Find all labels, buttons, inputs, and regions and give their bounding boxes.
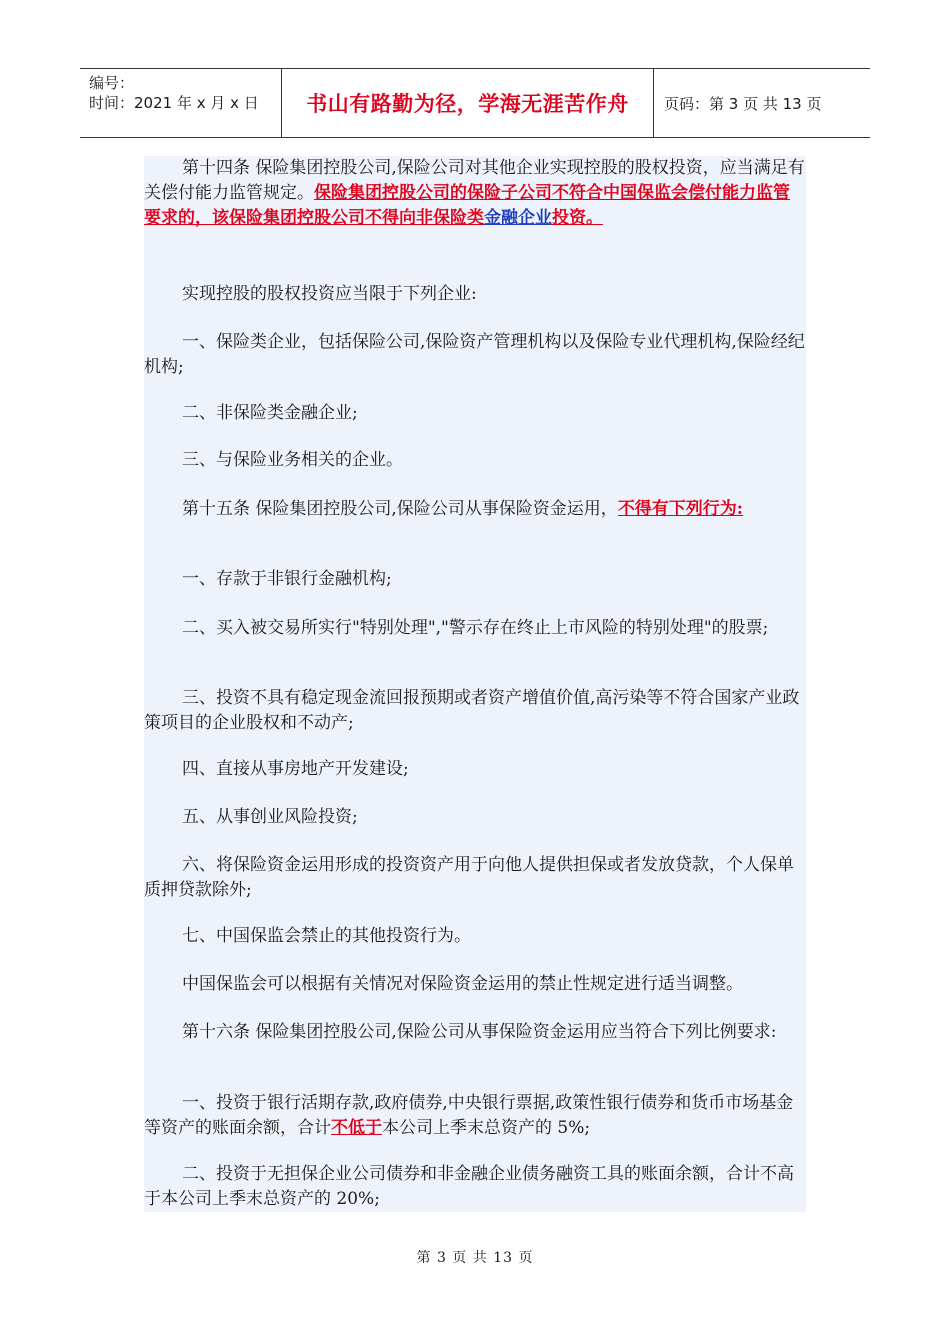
- article-14-text: 第十四条 保险集团控股公司,保险公司对其他企业实现控股的股权投资，应当满足有关偿付能力监管规定。: [144, 158, 805, 203]
- prohibited-item-1: 一、存款于非银行金融机构;: [182, 569, 392, 589]
- ratio-item-1: [144, 1091, 806, 1141]
- ratio-item-1-red-emphasis: 不低于: [331, 1118, 382, 1138]
- adjustment-clause: 中国保监会可以根据有关情况对保险资金运用的禁止性规定进行适当调整。: [182, 974, 743, 994]
- page-footer: 第 3 页 共 13 页: [416, 1250, 534, 1266]
- ratio-item-2: 二、投资于无担保企业公司债券和非金融企业债务融资工具的账面余额，合计不高于本公司上季末总资产的 20%;: [144, 1164, 794, 1209]
- doc-number-label: 编号：: [89, 74, 135, 92]
- article-14-red-emphasis: 保险集团控股公司的保险子公司不符合中国保监会偿付能力监管要求的，该保险集团控股公司不得向非保险类: [144, 183, 790, 228]
- ratio-item-1-text: 一、投资于银行活期存款,政府债券,中央银行票据,政策性银行债券和货币市场基金等资产的账面余额，合计: [144, 1093, 794, 1138]
- prohibited-item-6: 六、将保险资金运用形成的投资资产用于向他人提供担保或者发放贷款，个人保单质押贷款除外;: [144, 855, 794, 900]
- date-label: 时间：2021 年 x 月 x 日: [89, 94, 259, 112]
- page-header: [80, 68, 870, 138]
- article-16-paragraph: 第十六条 保险集团控股公司,保险公司从事保险资金运用应当符合下列比例要求:: [182, 1022, 777, 1042]
- list-item-related-enterprises: 三、与保险业务相关的企业。: [182, 450, 403, 470]
- controlling-equity-intro: 实现控股的股权投资应当限于下列企业:: [182, 284, 477, 304]
- list-item-insurance-enterprises: 一、保险类企业，包括保险公司,保险资产管理机构以及保险专业代理机构,保险经纪机构;: [144, 332, 805, 377]
- prohibited-item-5: 五、从事创业风险投资;: [182, 807, 358, 827]
- article-14-red-end: 投资。: [552, 208, 603, 228]
- header-motto: 书山有路勤为径，学海无涯苦作舟: [282, 69, 654, 137]
- document-body: [144, 156, 806, 1212]
- list-item-non-insurance-financial: 二、非保险类金融企业;: [182, 403, 358, 423]
- financial-enterprise-link[interactable]: 金融企业: [484, 208, 552, 228]
- header-page-info: 页码：第 3 页 共 13 页: [664, 94, 822, 113]
- prohibited-item-3: 三、投资不具有稳定现金流回报预期或者资产增值价值,高污染等不符合国家产业政策项目的企业股权和不动产;: [144, 688, 800, 733]
- article-15-text: 第十五条 保险集团控股公司,保险公司从事保险资金运用，: [182, 499, 618, 519]
- article-14-paragraph: [144, 156, 806, 231]
- article-15-red-emphasis: 不得有下列行为:: [617, 499, 744, 519]
- prohibited-item-4: 四、直接从事房地产开发建设;: [182, 759, 409, 779]
- prohibited-item-2: 二、买入被交易所实行"特别处理","警示存在终止上市风险的特别处理"的股票;: [182, 618, 769, 638]
- prohibited-item-7: 七、中国保监会禁止的其他投资行为。: [182, 926, 471, 946]
- article-15-paragraph: [144, 497, 806, 522]
- ratio-item-1-tail: 本公司上季末总资产的 5%;: [382, 1118, 591, 1138]
- header-meta: [80, 69, 282, 137]
